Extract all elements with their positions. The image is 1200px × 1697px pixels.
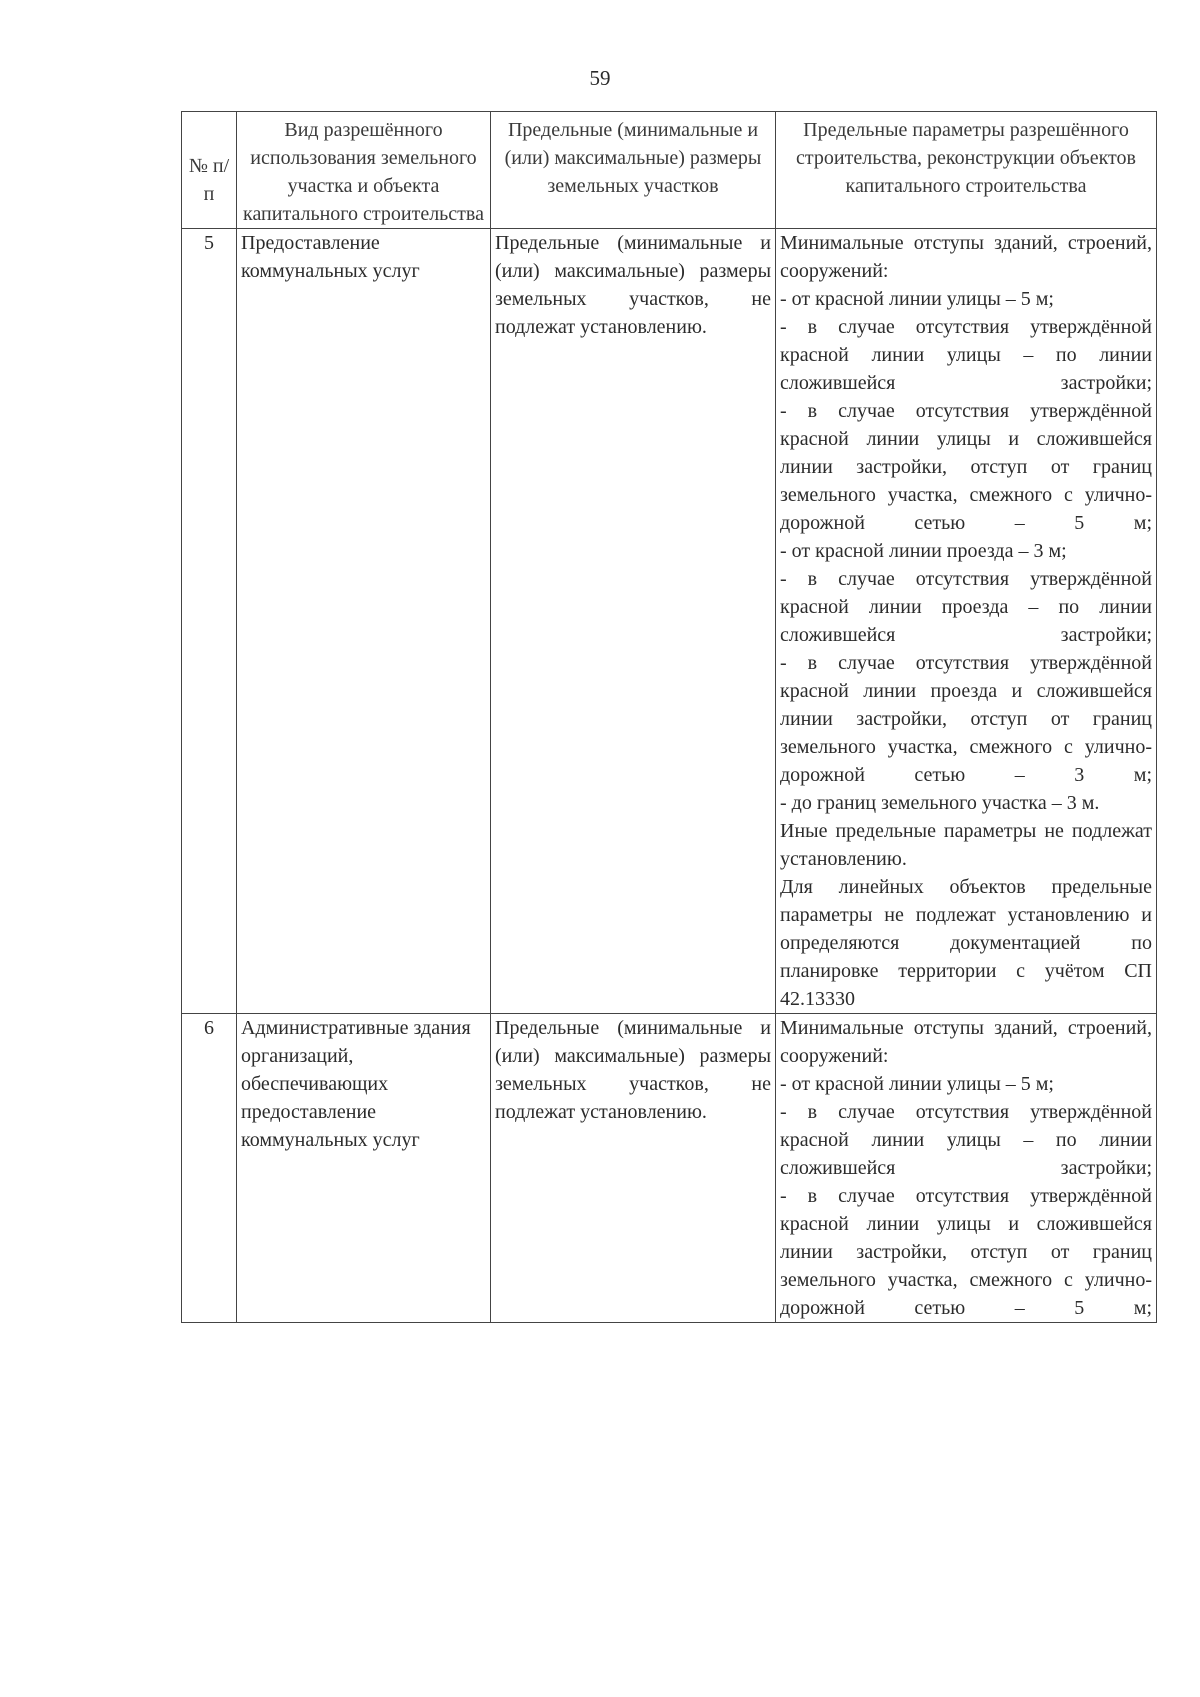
row-plot-sizes: Предельные (минимальные и (или) максимальные) размеры земельных участков, не подлежат установлению. — [491, 229, 776, 1014]
row-use-type: Предоставление коммунальных услуг — [237, 229, 491, 1014]
param-item: Иные предельные параметры не подлежат установлению. — [780, 820, 1152, 870]
header-number: № п/п — [182, 112, 237, 229]
param-item: - до границ земельного участка – 3 м. — [780, 792, 1100, 814]
param-item: - в случае отсутствия утверждённой красной линии проезда – по линии сложившейся застройки; — [780, 568, 1152, 646]
page-number: 59 — [589, 66, 611, 90]
row-use-type: Административные здания организаций, обеспечивающих предоставление коммунальных услуг — [237, 1014, 491, 1323]
param-item: - от красной линии улицы – 5 м; — [780, 288, 1054, 310]
header-parameters: Предельные параметры разрешённого строительства, реконструкции объектов капитального строительства — [776, 112, 1157, 229]
row-plot-sizes: Предельные (минимальные и (или) максимальные) размеры земельных участков, не подлежат установлению. — [491, 1014, 776, 1323]
param-item: - от красной линии улицы – 5 м; — [780, 1073, 1054, 1095]
table-row — [182, 1014, 1157, 1323]
param-item: Минимальные отступы зданий, строений, сооружений: — [780, 1017, 1152, 1067]
param-item: - в случае отсутствия утверждённой красной линии улицы и сложившейся линии застройки, отступ от границ земельного участка, смежного с улично-дорожной сетью – 5 м; — [780, 1185, 1152, 1319]
row-parameters — [776, 1014, 1157, 1323]
row-parameters — [776, 229, 1157, 1014]
param-item: - в случае отсутствия утверждённой красной линии проезда и сложившейся линии застройки, отступ от границ земельного участка, смежного с улично-дорожной сетью – 3 м; — [780, 652, 1152, 786]
row-number: 6 — [182, 1014, 237, 1323]
param-item: - в случае отсутствия утверждённой красной линии улицы – по линии сложившейся застройки; — [780, 316, 1152, 394]
param-item: Минимальные отступы зданий, строений, сооружений: — [780, 232, 1152, 282]
header-use-type: Вид разрешённого использования земельного участка и объекта капитального строительства — [237, 112, 491, 229]
param-item: - в случае отсутствия утверждённой красной линии улицы – по линии сложившейся застройки; — [780, 1101, 1152, 1179]
header-plot-sizes: Предельные (минимальные и (или) максимальные) размеры земельных участков — [491, 112, 776, 229]
param-item: - от красной линии проезда – 3 м; — [780, 540, 1067, 562]
regulations-table — [181, 111, 1157, 1323]
param-item: Для линейных объектов предельные параметры не подлежат установлению и определяются документацией по планировке территории с учётом СП 42.13330 — [780, 876, 1152, 1010]
param-item: - в случае отсутствия утверждённой красной линии улицы и сложившейся линии застройки, отступ от границ земельного участка, смежного с улично-дорожной сетью – 5 м; — [780, 400, 1152, 534]
row-number: 5 — [182, 229, 237, 1014]
table-header-row — [182, 112, 1157, 229]
table-row — [182, 229, 1157, 1014]
